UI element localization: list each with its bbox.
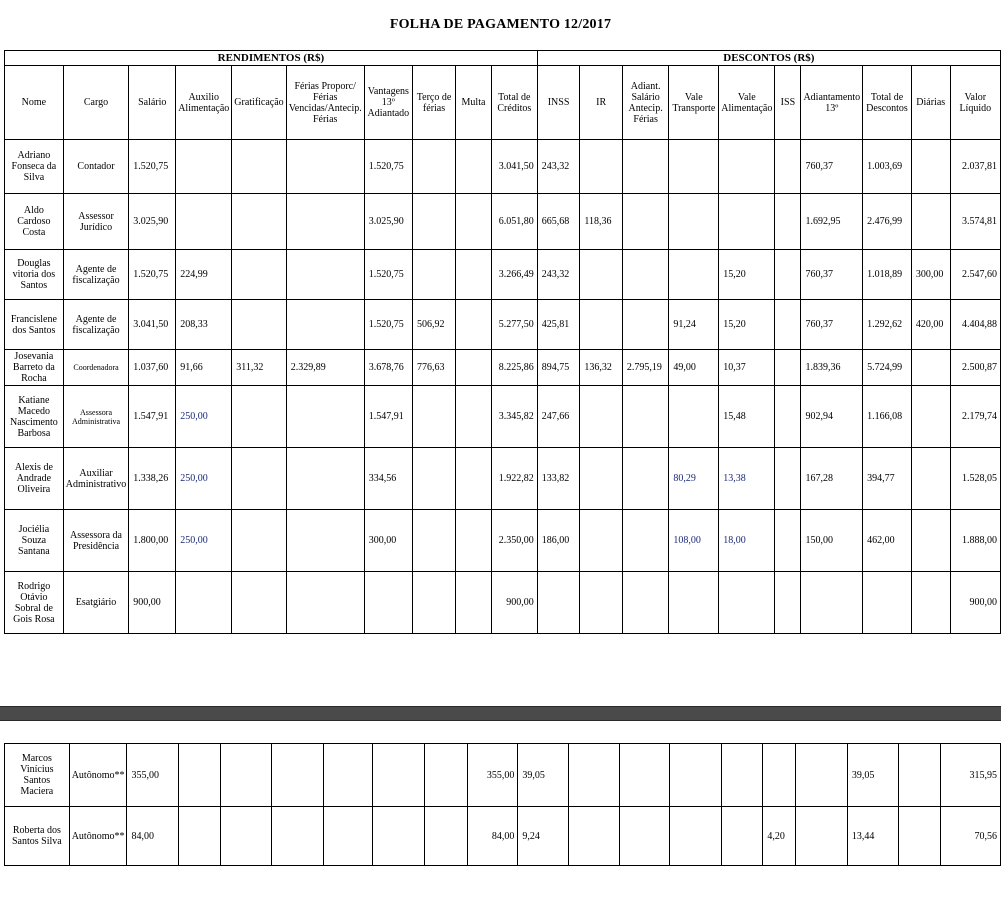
cell-total-desc: 462,00 [863,510,912,572]
cell-va [721,744,763,807]
cell-ferias [272,807,324,866]
cell-adiant-sal: 2.795,19 [622,350,668,386]
cell-va: 15,48 [719,386,775,448]
cell-liquido: 1.888,00 [950,510,1000,572]
cell-multa [456,250,492,300]
cell-terco [413,194,456,250]
col-header-iss: ISS [775,66,801,140]
cell-vt [670,807,722,866]
cell-vt [669,194,719,250]
cell-salario: 900,00 [129,572,176,634]
cell-aux [176,140,232,194]
cell-ferias [286,194,364,250]
cell-grat [232,250,286,300]
cell-va [721,807,763,866]
cell-adiant-sal [622,572,668,634]
cell-grat [232,448,286,510]
cell-liquido: 4.404,88 [950,300,1000,350]
col-header-valor-liquido: Valor Líquido [950,66,1000,140]
cell-iss [775,510,801,572]
cell-ir: 118,36 [580,194,623,250]
cell-iss [775,250,801,300]
cell-va [719,572,775,634]
cell-grat [232,140,286,194]
cell-total-cred: 3.345,82 [491,386,537,448]
cell-adiant13: 167,28 [801,448,863,510]
table-row [5,807,1001,866]
cell-aux [179,807,221,866]
cell-vant13: 1.547,91 [364,386,412,448]
cell-iss [775,448,801,510]
cell-iss [775,386,801,448]
cell-multa [425,744,468,807]
cell-adiant-sal [622,510,668,572]
cell-nome: Josevania Barreto da Rocha [5,350,64,386]
cell-inss: 9,24 [518,807,569,866]
cell-grat: 311,32 [232,350,286,386]
cell-salario: 84,00 [127,807,179,866]
cell-adiant-sal [622,448,668,510]
cell-adiant13: 1.839,36 [801,350,863,386]
cell-grat [232,572,286,634]
cell-multa [456,572,492,634]
cell-multa [456,350,492,386]
cell-salario: 1.037,60 [129,350,176,386]
cell-adiant13 [796,744,848,807]
cell-vant13: 3.678,76 [364,350,412,386]
cell-cargo: Autônomo** [69,744,127,807]
cell-va [719,194,775,250]
cell-vant13 [323,744,373,807]
cell-grat [220,807,272,866]
cell-aux [176,194,232,250]
cell-grat [232,510,286,572]
cell-salario: 1.520,75 [129,140,176,194]
cell-vt: 49,00 [669,350,719,386]
cell-terco: 506,92 [413,300,456,350]
cell-adiant-sal [619,744,670,807]
cell-adiant-sal [622,250,668,300]
cell-adiant-sal [622,386,668,448]
cell-total-desc: 39,05 [847,744,898,807]
cell-inss: 425,81 [537,300,580,350]
col-header-terco-ferias: Terço de férias [413,66,456,140]
autonomo-table [4,743,1001,866]
cell-adiant13 [796,807,848,866]
cell-aux: 250,00 [176,510,232,572]
cell-aux [176,572,232,634]
cell-salario: 355,00 [127,744,179,807]
col-header-ir: IR [580,66,623,140]
cell-ferias [286,140,364,194]
cell-liquido: 1.528,05 [950,448,1000,510]
cell-terco: 776,63 [413,350,456,386]
cell-total-cred: 8.225,86 [491,350,537,386]
cell-aux: 250,00 [176,386,232,448]
cell-grat [220,744,272,807]
cell-salario: 1.338,26 [129,448,176,510]
cell-diarias [911,386,950,448]
cell-multa [456,510,492,572]
table-row [5,744,1001,807]
cell-vant13 [364,572,412,634]
cell-ferias [286,572,364,634]
cell-inss: 39,05 [518,744,569,807]
cell-vant13: 1.520,75 [364,140,412,194]
cell-adiant-sal [619,807,670,866]
cell-adiant-sal [622,300,668,350]
cell-multa [456,140,492,194]
cell-diarias: 420,00 [911,300,950,350]
payroll-rows [5,140,1001,634]
cell-total-desc: 2.476,99 [863,194,912,250]
cell-va: 13,38 [719,448,775,510]
cell-vant13: 1.520,75 [364,250,412,300]
cell-cargo: Agente de fiscalização [63,300,129,350]
cell-nome: Marcos Vinícius Santos Maciera [5,744,70,807]
col-header-cargo: Cargo [63,66,129,140]
cell-salario: 3.041,50 [129,300,176,350]
cell-diarias [911,350,950,386]
cell-diarias: 300,00 [911,250,950,300]
cell-vt [669,572,719,634]
col-header-adiantamento-13: Adiantamento 13º [801,66,863,140]
cell-liquido: 3.574,81 [950,194,1000,250]
cell-nome: Adriano Fonseca da Silva [5,140,64,194]
cell-iss: 4,20 [763,807,796,866]
cell-inss: 133,82 [537,448,580,510]
cell-ir [569,807,620,866]
cell-terco [373,744,425,807]
col-header-total-creditos: Total de Créditos [491,66,537,140]
cell-inss: 243,32 [537,250,580,300]
cell-cargo: Agente de fiscalização [63,250,129,300]
cell-vant13: 334,56 [364,448,412,510]
cell-iss [775,194,801,250]
cell-total-desc [863,572,912,634]
cell-ir [580,386,623,448]
cell-inss: 665,68 [537,194,580,250]
cell-vant13: 300,00 [364,510,412,572]
cell-va: 15,20 [719,250,775,300]
table-row [5,448,1001,510]
cell-adiant-sal [622,140,668,194]
cell-total-cred: 5.277,50 [491,300,537,350]
col-header-auxilio: Auxilio Alimentação [176,66,232,140]
cell-cargo: Contador [63,140,129,194]
cell-vt [669,140,719,194]
col-header-gratificacao: Gratificação [232,66,286,140]
col-header-nome: Nome [5,66,64,140]
cell-salario: 3.025,90 [129,194,176,250]
cell-nome: Rodrigo Otávio Sobral de Gois Rosa [5,572,64,634]
table-row [5,250,1001,300]
cell-liquido: 2.179,74 [950,386,1000,448]
cell-ferias: 2.329,89 [286,350,364,386]
cell-total-desc: 394,77 [863,448,912,510]
cell-ir: 136,32 [580,350,623,386]
col-header-vantagens-13: Vantagens 13º Adiantado [364,66,412,140]
table-row [5,510,1001,572]
cell-ir [569,744,620,807]
cell-ir [580,448,623,510]
cell-ir [580,300,623,350]
cell-ir [580,250,623,300]
cell-diarias [911,510,950,572]
cell-total-cred: 3.041,50 [491,140,537,194]
cell-diarias [898,744,941,807]
cell-diarias [911,572,950,634]
cell-va: 18,00 [719,510,775,572]
cell-total-desc: 13,44 [847,807,898,866]
cell-total-cred: 6.051,80 [491,194,537,250]
cell-aux: 250,00 [176,448,232,510]
cell-salario: 1.520,75 [129,250,176,300]
autonomo-rows [5,744,1001,866]
cell-cargo: Auxiliar Administrativo [63,448,129,510]
cell-salario: 1.547,91 [129,386,176,448]
payroll-table [4,50,1001,634]
rendimentos-header: RENDIMENTOS (R$) [5,51,538,66]
cell-ferias [286,250,364,300]
cell-ferias [286,448,364,510]
cell-ir [580,140,623,194]
cell-terco [413,250,456,300]
cell-vt [670,744,722,807]
cell-iss [775,300,801,350]
cell-iss [775,140,801,194]
cell-cargo: Esatgiário [63,572,129,634]
table-row [5,300,1001,350]
cell-nome: Katiane Macedo Nascimento Barbosa [5,386,64,448]
cell-ir [580,572,623,634]
cell-multa [456,448,492,510]
cell-cargo: Coordenadora [63,350,129,386]
cell-multa [456,194,492,250]
cell-salario: 1.800,00 [129,510,176,572]
cell-inss: 186,00 [537,510,580,572]
cell-va: 15,20 [719,300,775,350]
table-row [5,350,1001,386]
cell-multa [456,386,492,448]
section-divider [0,706,1001,721]
cell-iss [775,350,801,386]
cell-va [719,140,775,194]
cell-grat [232,194,286,250]
cell-vant13 [323,807,373,866]
cell-total-cred: 84,00 [467,807,518,866]
cell-diarias [911,448,950,510]
cell-liquido: 2.500,87 [950,350,1000,386]
page-title: FOLHA DE PAGAMENTO 12/2017 [389,17,612,32]
cell-diarias [911,140,950,194]
cell-inss: 243,32 [537,140,580,194]
cell-total-desc: 1.166,08 [863,386,912,448]
cell-total-desc: 1.292,62 [863,300,912,350]
cell-aux: 91,66 [176,350,232,386]
cell-terco [373,807,425,866]
cell-adiant13 [801,572,863,634]
cell-total-cred: 900,00 [491,572,537,634]
cell-vant13: 1.520,75 [364,300,412,350]
cell-adiant13: 902,94 [801,386,863,448]
descontos-header: DESCONTOS (R$) [537,51,1000,66]
cell-total-desc: 1.003,69 [863,140,912,194]
cell-cargo: Assessora Administrativa [63,386,129,448]
cell-grat [232,386,286,448]
cell-grat [232,300,286,350]
cell-nome: Alexis de Andrade Oliveira [5,448,64,510]
cell-liquido: 2.547,60 [950,250,1000,300]
cell-total-cred: 1.922,82 [491,448,537,510]
cell-aux [179,744,221,807]
cell-cargo: Autônomo** [69,807,127,866]
col-header-ferias: Férias Proporc/ Férias Vencidas/Antecip. Férias [286,66,364,140]
cell-ferias [286,386,364,448]
cell-vant13: 3.025,90 [364,194,412,250]
cell-vt: 91,24 [669,300,719,350]
cell-nome: Aldo Cardoso Costa [5,194,64,250]
cell-multa [456,300,492,350]
cell-liquido: 70,56 [941,807,1001,866]
col-header-salario: Salário [129,66,176,140]
table-row [5,194,1001,250]
cell-aux: 208,33 [176,300,232,350]
cell-ferias [272,744,324,807]
col-header-total-descontos: Total de Descontos [863,66,912,140]
cell-vt [669,386,719,448]
cell-nome: Jociélia Souza Santana [5,510,64,572]
cell-aux: 224,99 [176,250,232,300]
cell-adiant13: 760,37 [801,140,863,194]
cell-total-desc: 5.724,99 [863,350,912,386]
cell-diarias [898,807,941,866]
table-row [5,572,1001,634]
cell-terco [413,140,456,194]
cell-adiant13: 760,37 [801,250,863,300]
cell-multa [425,807,468,866]
cell-ferias [286,300,364,350]
cell-total-cred: 3.266,49 [491,250,537,300]
cell-cargo: Assessor Jurídico [63,194,129,250]
cell-adiant-sal [622,194,668,250]
cell-terco [413,386,456,448]
cell-ferias [286,510,364,572]
cell-iss [775,572,801,634]
col-header-vale-alimentacao: Vale Alimentação [719,66,775,140]
cell-adiant13: 1.692,95 [801,194,863,250]
cell-nome: Douglas vitoria dos Santos [5,250,64,300]
col-header-adiant-salario: Adiant. Salário Antecip. Férias [622,66,668,140]
table-row [5,386,1001,448]
cell-liquido: 2.037,81 [950,140,1000,194]
cell-ir [580,510,623,572]
col-header-multa: Multa [456,66,492,140]
cell-iss [763,744,796,807]
cell-cargo: Assessora da Presidência [63,510,129,572]
table-row [5,140,1001,194]
col-header-diarias: Diárias [911,66,950,140]
cell-vt [669,250,719,300]
cell-inss [537,572,580,634]
cell-vt: 80,29 [669,448,719,510]
cell-adiant13: 760,37 [801,300,863,350]
cell-total-desc: 1.018,89 [863,250,912,300]
cell-vt: 108,00 [669,510,719,572]
cell-nome: Roberta dos Santos Silva [5,807,70,866]
cell-total-cred: 2.350,00 [491,510,537,572]
col-header-inss: INSS [537,66,580,140]
cell-inss: 894,75 [537,350,580,386]
cell-nome: Francislene dos Santos [5,300,64,350]
cell-terco [413,448,456,510]
cell-terco [413,510,456,572]
cell-va: 10,37 [719,350,775,386]
col-header-vale-transporte: Vale Transporte [669,66,719,140]
cell-terco [413,572,456,634]
cell-liquido: 315,95 [941,744,1001,807]
cell-diarias [911,194,950,250]
cell-liquido: 900,00 [950,572,1000,634]
cell-total-cred: 355,00 [467,744,518,807]
cell-adiant13: 150,00 [801,510,863,572]
cell-inss: 247,66 [537,386,580,448]
